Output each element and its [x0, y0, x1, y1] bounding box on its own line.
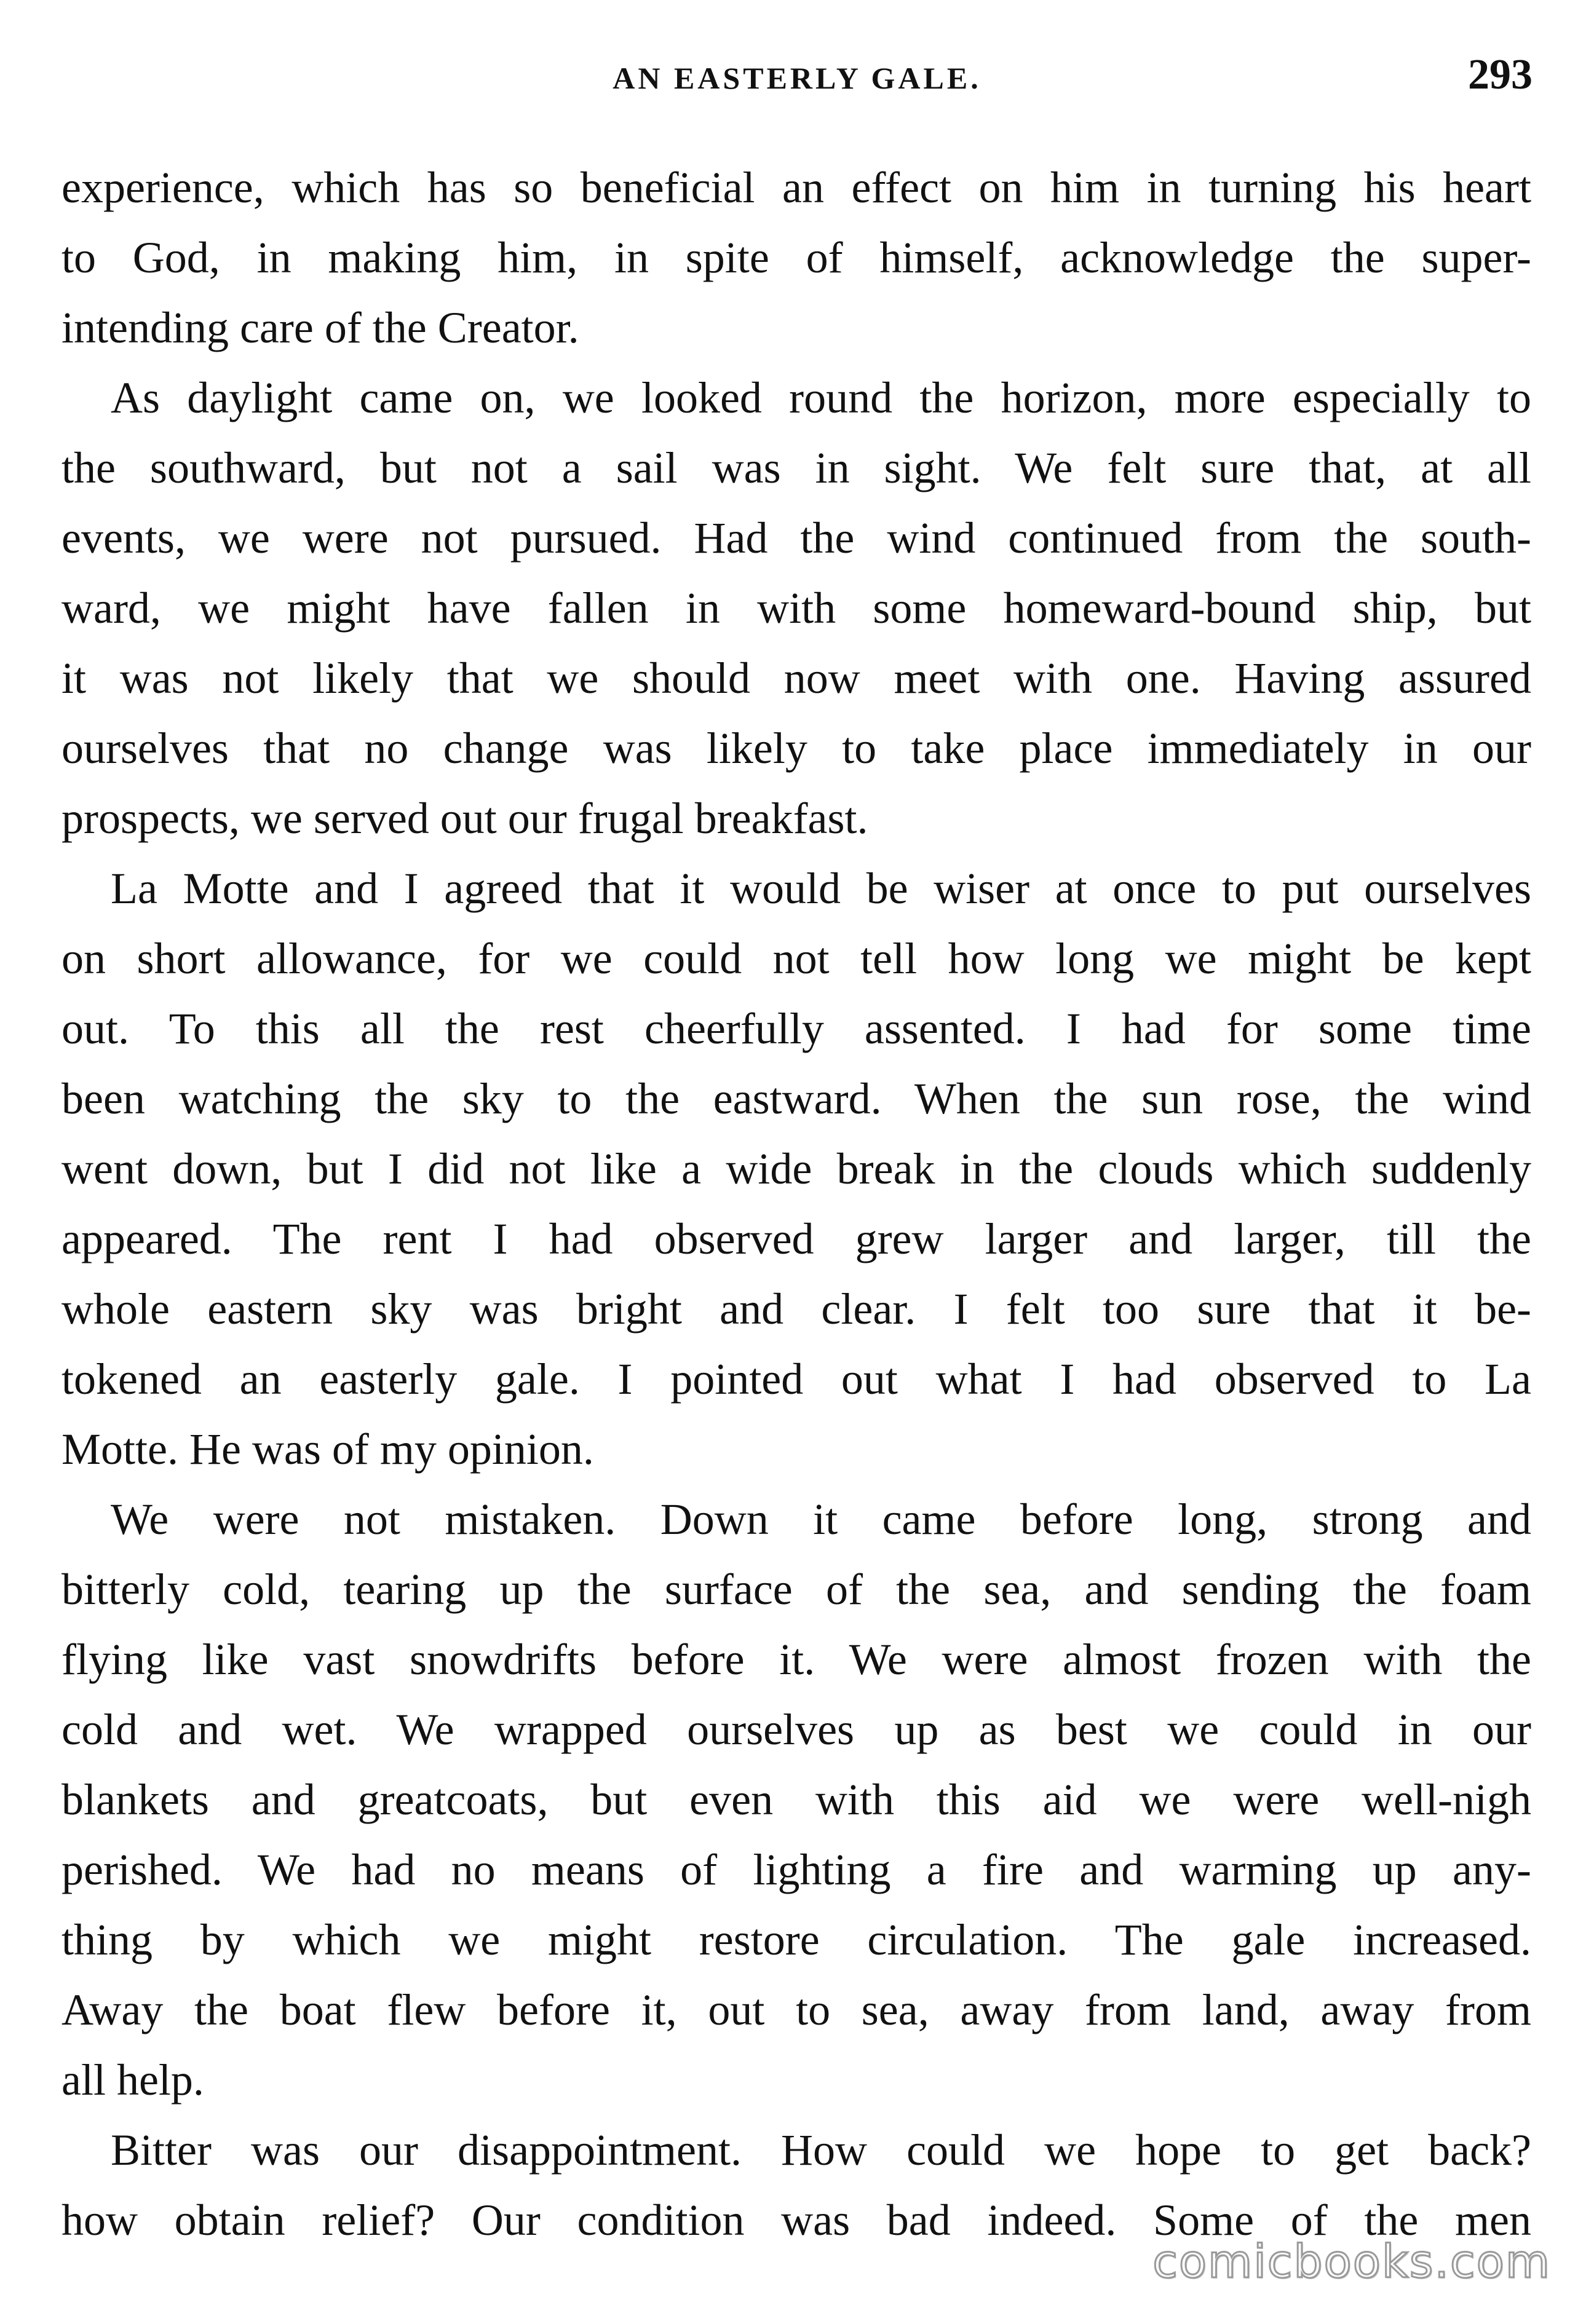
text-line: As daylight came on, we looked round the horizon, more especially to [111, 373, 1531, 422]
text-line: whole eastern sky was bright and clear. I felt too sure that it be- [61, 1284, 1531, 1334]
text-line: prospects, we served out our frugal breakfast. [61, 794, 868, 843]
text-line: all help. [61, 2055, 204, 2105]
text-line: ward, we might have fallen in with some homeward-bound ship, but [61, 583, 1531, 633]
text-line: events, we were not pursued. Had the wind continued from the south- [61, 513, 1531, 563]
text-line: La Motte and I agreed that it would be wiser at once to put ourselves [111, 864, 1531, 913]
text-line: Away the boat flew before it, out to sea, away from land, away from [61, 1985, 1531, 2034]
paragraph-5 [61, 2115, 1531, 2255]
text-line: experience, which has so beneficial an effect on him in turning his heart [61, 163, 1531, 212]
body-text [61, 152, 1531, 2255]
text-line: on short allowance, for we could not tell how long we might be kept [61, 934, 1531, 983]
text-line: appeared. The rent I had observed grew larger and larger, till the [61, 1214, 1531, 1263]
paragraph-1 [61, 152, 1531, 363]
text-line: how obtain relief? Our condition was bad indeed. Some of the men [61, 2196, 1531, 2245]
text-line: it was not likely that we should now meet with one. Having assured [61, 654, 1531, 703]
paragraph-4 [61, 1484, 1531, 2115]
paragraph-2 [61, 363, 1531, 853]
text-line: bitterly cold, tearing up the surface of the sea, and sending the foam [61, 1565, 1531, 1614]
text-line: been watching the sky to the eastward. When the sun rose, the wind [61, 1074, 1531, 1123]
text-line: out. To this all the rest cheerfully assented. I had for some time [61, 1004, 1531, 1053]
text-line: ourselves that no change was likely to take place immediately in our [61, 724, 1531, 773]
text-line: tokened an easterly gale. I pointed out what I had observed to La [61, 1354, 1531, 1404]
text-line: went down, but I did not like a wide break in the clouds which suddenly [61, 1144, 1531, 1193]
text-line: thing by which we might restore circulation. The gale increased. [61, 1915, 1531, 1964]
text-line: to God, in making him, in spite of himself, acknowledge the super- [61, 233, 1531, 282]
page-number: 293 [1468, 51, 1533, 98]
paragraph-3 [61, 853, 1531, 1484]
text-line: intending care of the Creator. [61, 303, 579, 352]
text-line: flying like vast snowdrifts before it. We were almost frozen with the [61, 1635, 1531, 1684]
text-line: the southward, but not a sail was in sight. We felt sure that, at all [61, 443, 1531, 492]
running-head [61, 49, 1533, 111]
running-title: AN EASTERLY GALE. [613, 61, 981, 95]
text-line: cold and wet. We wrapped ourselves up as best we could in our [61, 1705, 1531, 1754]
text-line: Bitter was our disappointment. How could we hope to get back? [111, 2125, 1531, 2175]
text-line: We were not mistaken. Down it came before long, strong and [111, 1495, 1531, 1544]
watermark: comicbooks.com [1152, 2235, 1551, 2288]
text-line: blankets and greatcoats, but even with this aid we were well-nigh [61, 1775, 1531, 1824]
text-line: perished. We had no means of lighting a fire and warming up any- [61, 1845, 1531, 1894]
text-line: Motte. He was of my opinion. [61, 1425, 594, 1474]
